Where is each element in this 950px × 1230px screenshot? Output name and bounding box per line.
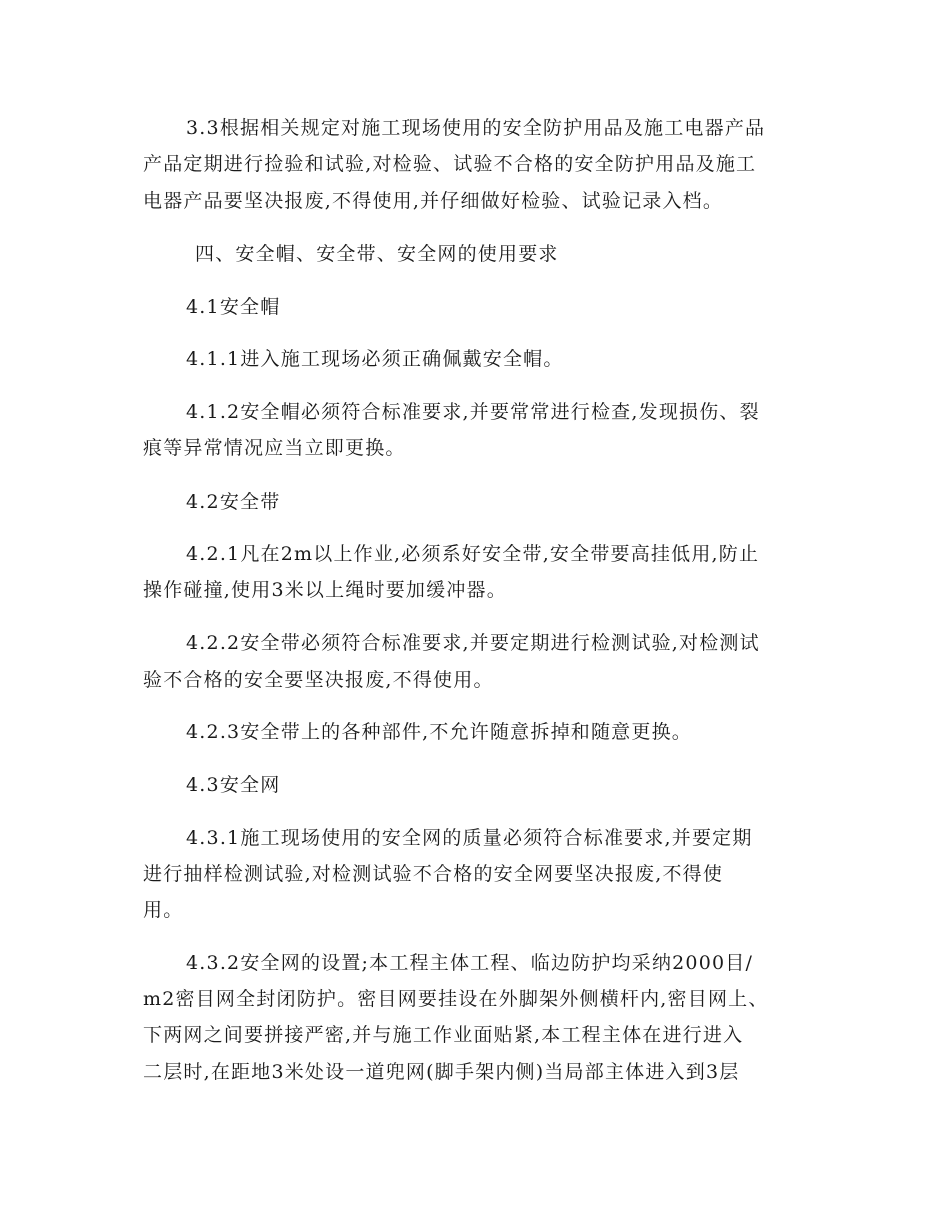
paragraph-4-3-1-line-2: 进行抽样检测试验,对检测试验不合格的安全网要坚决报废,不得使	[143, 863, 724, 885]
section-heading-4: 四、安全帽、安全带、安全网的使用要求	[195, 243, 559, 265]
paragraph-4-3-1-line-3: 用。	[143, 899, 184, 921]
paragraph-4-2-1-line-1: 4.2.1凡在2m以上作业,必须系好安全带,安全带要高挂低用,防止	[186, 543, 760, 565]
paragraph-4-3-2-line-4: 二层时,在距地3米处设一道兜网(脚手架内侧)当局部主体进入到3层	[143, 1061, 740, 1083]
paragraph-4-2-3: 4.2.3安全带上的各种部件,不允许随意拆掉和随意更换。	[186, 721, 692, 743]
heading-4-1: 4.1安全帽	[186, 296, 281, 318]
paragraph-4-3-1-line-1: 4.3.1施工现场使用的安全网的质量必须符合标准要求,并要定期	[186, 827, 753, 849]
paragraph-4-2-1-line-2: 操作碰撞,使用3米以上绳时要加缓冲器。	[143, 579, 507, 601]
paragraph-4-1-1: 4.1.1进入施工现场必须正确佩戴安全帽。	[186, 348, 564, 370]
paragraph-3-3-line-2: 产品定期进行捡验和试验,对检验、试验不合格的安全防护用品及施工	[143, 153, 757, 175]
paragraph-3-3-line-3: 电器产品要坚决报废,不得使用,并仔细做好检验、试验记录入档。	[143, 190, 724, 212]
paragraph-4-3-2-line-3: 下两网之间要拼接严密,并与施工作业面贴紧,本工程主体在进行进入	[143, 1024, 744, 1046]
paragraph-4-3-2-line-1: 4.3.2安全网的设置;本工程主体工程、临边防护均采纳2000目/	[186, 952, 754, 974]
paragraph-4-1-2-line-2: 痕等异常情况应当立即更换。	[143, 437, 406, 459]
paragraph-4-1-2-line-1: 4.1.2安全帽必须符合标准要求,并要常常进行检查,发现损伤、裂	[186, 401, 760, 423]
paragraph-4-2-2-line-2: 验不合格的安全要坚决报废,不得使用。	[143, 669, 494, 691]
heading-4-3: 4.3安全网	[186, 774, 281, 796]
paragraph-4-3-2-line-2: m2密目网全封闭防护。密目网要挂设在外脚架外侧横杆内,密目网上、	[143, 988, 769, 1010]
heading-4-2: 4.2安全带	[186, 491, 281, 513]
paragraph-4-2-2-line-1: 4.2.2安全带必须符合标准要求,并要定期进行检测试验,对检测试	[186, 632, 760, 654]
paragraph-3-3-line-1: 3.3根据相关规定对施工现场使用的安全防护用品及施工电器产品	[186, 117, 766, 139]
